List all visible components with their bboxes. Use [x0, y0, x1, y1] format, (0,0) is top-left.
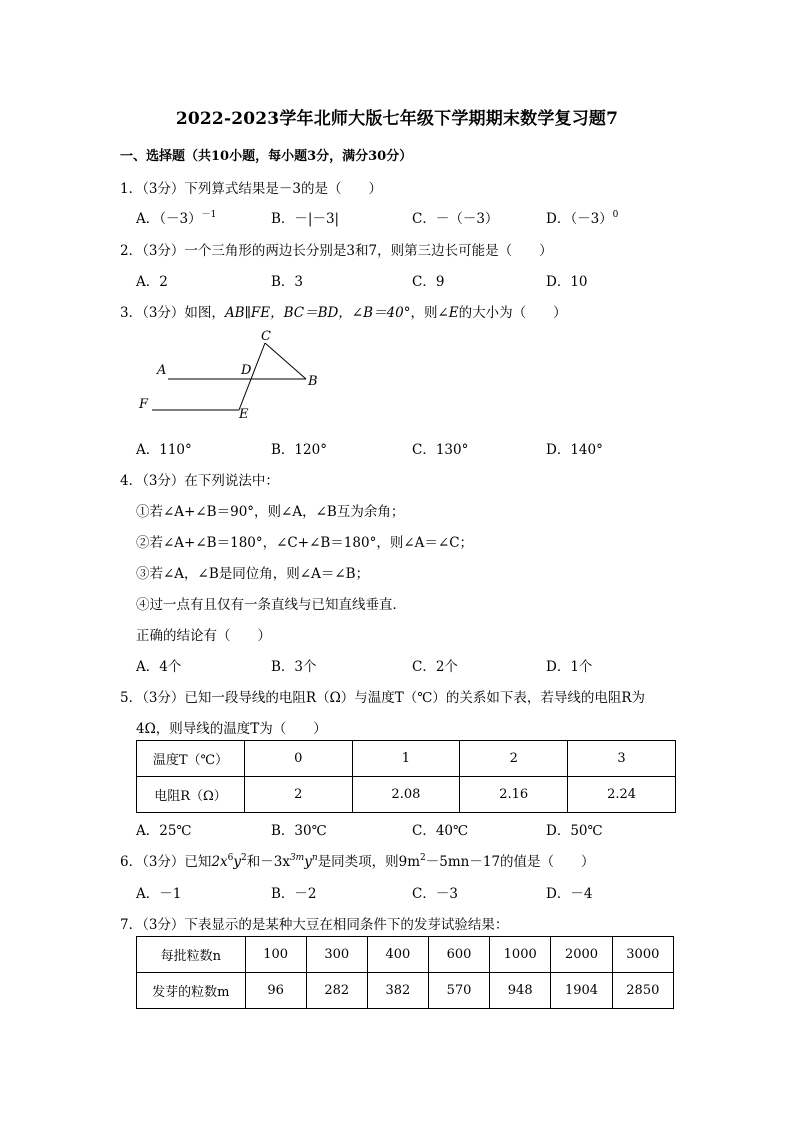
q1-option-a: A．$(-3)^{-1}$: [136, 210, 217, 227]
q4-option-b: B．3个: [271, 659, 317, 675]
table-cell: 2.16: [460, 777, 568, 813]
q5-option-d: D．50℃: [546, 823, 603, 839]
table-cell: 600: [428, 937, 489, 973]
q6-option-c: C．－3: [412, 886, 458, 902]
table-cell: 0: [244, 741, 352, 777]
q2-stem: 2．（3分）一个三角形的两边长分别是3和7，则第三边长可能是（ ）: [120, 243, 553, 259]
q3-geometry-figure: [136, 326, 336, 426]
label-d: D: [241, 363, 252, 378]
table-cell: 2: [460, 741, 568, 777]
page-title: 2022-2023学年北师大版七年级下学期期末数学复习题7: [175, 109, 619, 129]
q3-option-d: D．140°: [546, 442, 603, 458]
q5-option-c: C．40℃: [412, 823, 469, 839]
table-cell: 948: [490, 973, 551, 1009]
q6-stem: 6．（3分）已知$2x^6y^2$和$-3x^{3m}y^n$是同类项，则$9m^2-5mn-17$的值是（ ）: [120, 853, 595, 870]
table-cell: 2: [244, 777, 352, 813]
table-row: [137, 777, 676, 813]
q6-option-d: D．－4: [546, 886, 593, 902]
table-cell: 2.24: [568, 777, 676, 813]
q5-table: [136, 740, 676, 813]
q5-stem-line1: 5．（3分）已知一段导线的电阻R（Ω）与温度T（℃）的关系如下表，若导线的电阻R为: [120, 690, 646, 706]
table-cell: 570: [428, 973, 489, 1009]
label-f: F: [139, 397, 149, 412]
q3-option-c: C．130°: [412, 442, 469, 458]
q6-option-a: A．－1: [136, 886, 182, 902]
q1-stem: 1．（3分）下列算式结果是－3的是（ ）: [120, 181, 383, 197]
table-cell: 382: [367, 973, 428, 1009]
table-cell: 2.08: [352, 777, 460, 813]
q5-option-a: A．25℃: [136, 823, 192, 839]
table-row: [137, 937, 674, 973]
q7-stem: 7．（3分）下表显示的是某种大豆在相同条件下的发芽试验结果：: [120, 917, 509, 933]
q4-item-3: ③若∠A，∠B是同位角，则∠A＝∠B；: [136, 566, 370, 582]
q3-stem: 3．（3分）如图，AB∥FE，BC＝BD，∠B＝40°，则∠E的大小为（ ）: [120, 305, 567, 321]
q6-option-b: B．－2: [271, 886, 317, 902]
table-cell: 2850: [612, 973, 673, 1009]
q2-option-d: D．10: [546, 274, 588, 290]
table-cell: 1904: [551, 973, 612, 1009]
table-cell: 1000: [490, 937, 551, 973]
table-cell: 96: [245, 973, 306, 1009]
table-cell: 400: [367, 937, 428, 973]
table-cell: 300: [306, 937, 367, 973]
table-cell: 2000: [551, 937, 612, 973]
q4-item-1: ①若∠A+∠B＝90°，则∠A，∠B互为余角；: [136, 504, 405, 520]
q1-option-b: B．－|－3|: [271, 211, 340, 227]
q4-item-2: ②若∠A+∠B＝180°，∠C+∠B＝180°，则∠A＝∠C；: [136, 535, 474, 551]
q2-option-b: B．3: [271, 274, 304, 290]
table-cell: 282: [306, 973, 367, 1009]
label-b: B: [308, 374, 318, 389]
label-a: A: [157, 363, 167, 378]
q4-option-d: D．1个: [546, 659, 593, 675]
table-cell: 3: [568, 741, 676, 777]
q4-option-c: C．2个: [412, 659, 458, 675]
q2-option-a: A．2: [136, 274, 168, 290]
section-heading: 一、选择题（共10小题，每小题3分，满分30分）: [120, 149, 413, 164]
table-cell: 每批粒数n: [137, 937, 246, 973]
q7-table: [136, 936, 674, 1009]
q1-option-d: D．$(-3)^0$: [546, 210, 619, 227]
q3-option-b: B．120°: [271, 442, 327, 458]
q5-option-b: B．30℃: [271, 823, 327, 839]
q1-option-c: C．－（－3）: [412, 211, 499, 227]
table-cell: 3000: [612, 937, 673, 973]
table-row: [137, 741, 676, 777]
q4-stem: 4．（3分）在下列说法中：: [120, 473, 279, 489]
q4-option-a: A．4个: [136, 659, 182, 675]
q4-item-4: ④过一点有且仅有一条直线与已知直线垂直．: [136, 597, 406, 613]
table-cell: 1: [352, 741, 460, 777]
table-cell: 温度T（℃）: [137, 741, 245, 777]
q4-conclusion: 正确的结论有（ ）: [136, 628, 271, 644]
q3-option-a: A．110°: [136, 442, 192, 458]
table-row: [137, 973, 674, 1009]
label-e: E: [239, 407, 249, 422]
table-cell: 100: [245, 937, 306, 973]
table-cell: 发芽的粒数m: [137, 973, 246, 1009]
label-c: C: [261, 329, 271, 344]
table-cell: 电阻R（Ω）: [137, 777, 245, 813]
q2-option-c: C．9: [412, 274, 445, 290]
q5-stem-line2: 4Ω，则导线的温度T为（ ）: [136, 721, 327, 737]
segment-cb: [265, 343, 306, 379]
